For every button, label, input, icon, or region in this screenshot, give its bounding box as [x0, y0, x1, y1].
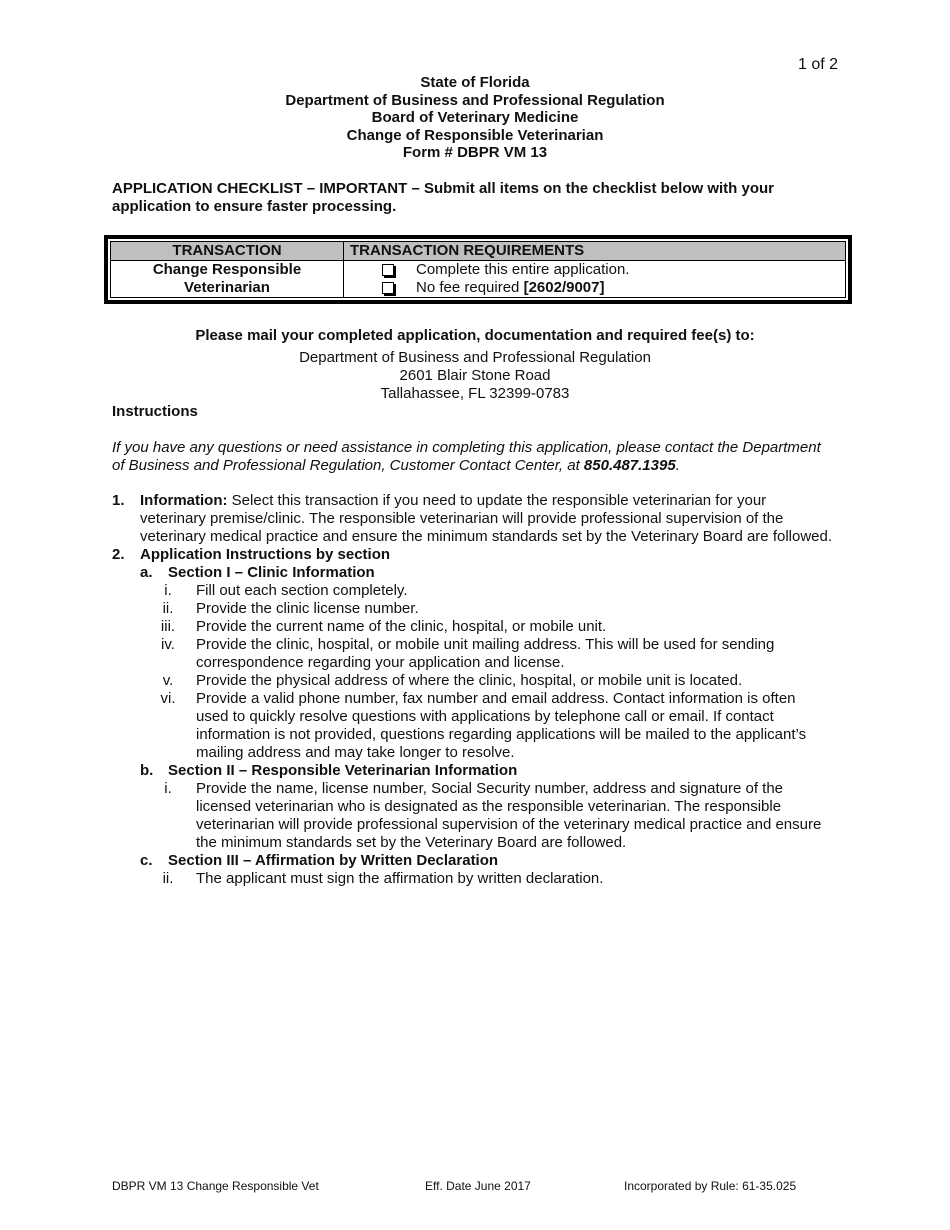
- footer-rule: Incorporated by Rule: 61-35.025: [624, 1179, 797, 1193]
- header-form-number: Form # DBPR VM 13: [402, 144, 548, 161]
- mail-address-line2: 2601 Blair Stone Road: [399, 367, 551, 384]
- list-item: ii. Provide the clinic license number.: [162, 600, 419, 617]
- list-item: vi. Provide a valid phone number, fax number and email address. Contact information is often used to quickly resolve questions with applications by telephone call or email. If contact information is not provided, questions regarding applications will be mailed to the applicant’s mailing address and may take longer to resolve.: [160, 690, 807, 761]
- mail-heading: Please mail your completed application, documentation and required fee(s) to:: [195, 327, 755, 344]
- transaction-name-line1: Change Responsible: [152, 261, 302, 278]
- mail-address-line1: Department of Business and Professional Regulation: [299, 349, 651, 366]
- checkbox-icon[interactable]: [382, 264, 394, 276]
- section-a-heading: a. Section I – Clinic Information: [140, 564, 375, 581]
- requirement-text: No fee required [2602/9007]: [416, 279, 605, 296]
- footer-form-name: DBPR VM 13 Change Responsible Vet: [112, 1179, 319, 1193]
- transaction-name-line2: Veterinarian: [184, 279, 270, 296]
- contact-phone: 850.487.1395: [583, 457, 676, 474]
- section-b-heading: b. Section II – Responsible Veterinarian Information: [140, 762, 518, 779]
- section-c: [140, 852, 832, 888]
- item-label: Information:: [140, 492, 228, 509]
- mail-address-line3: Tallahassee, FL 32399-0783: [380, 385, 570, 402]
- requirement-row: [350, 279, 839, 297]
- requirement-row: [350, 261, 839, 279]
- list-item: iv. Provide the clinic, hospital, or mobile unit mailing address. This will be used for sending correspondence regarding your application and license.: [161, 636, 775, 671]
- requirement-text: Complete this entire application.: [416, 261, 630, 278]
- instructions-list: [112, 492, 832, 888]
- instructions-heading: Instructions: [112, 403, 198, 420]
- instruction-item-2: 2. Application Instructions by section: [112, 546, 391, 563]
- fee-code: [2602/9007]: [523, 279, 605, 296]
- item-label: Application Instructions by section: [140, 546, 391, 563]
- requirements-cell: [344, 261, 846, 298]
- section-c-heading: c. Section III – Affirmation by Written Declaration: [140, 852, 499, 869]
- transaction-header: TRANSACTION: [111, 242, 344, 261]
- header-form-title: Change of Responsible Veterinarian: [346, 126, 604, 144]
- mailing-address-block: [0, 327, 950, 403]
- contact-note: If you have any questions or need assistance in completing this application, please contact the Department of Business and Professional Regulation, Customer Contact Center, at 850.487.1395.: [112, 439, 821, 474]
- list-item: v. Provide the physical address of where the clinic, hospital, or mobile unit is located.: [162, 672, 743, 689]
- transaction-table: [104, 235, 852, 304]
- header-state: State of Florida: [420, 74, 530, 91]
- checklist-title: APPLICATION CHECKLIST – IMPORTANT – Submit all items on the checklist below with your application to ensure faster processing.: [112, 180, 775, 215]
- transaction-cell: [111, 261, 344, 298]
- list-item: i. Provide the name, license number, Social Security number, address and signature of the licensed veterinarian who is designated as the responsible veterinarian. The responsible veterinarian will provide professional supervision of the veterinary medical practice and ensure the minimum standards set by the Veterinary Board are followed.: [164, 780, 822, 851]
- list-item: ii. The applicant must sign the affirmation by written declaration.: [162, 870, 604, 887]
- instruction-item-1: 1. Information: Select this transaction if you need to update the responsible veterinarian for your veterinary premise/clinic. The responsible veterinarian will provide professional supervision of the veterinary medical practice and ensure the minimum standards set by the Veterinary Board are followed.: [112, 492, 833, 545]
- section-a: [140, 564, 832, 762]
- requirements-header: TRANSACTION REQUIREMENTS: [344, 242, 846, 261]
- header-board: Board of Veterinary Medicine: [371, 109, 579, 126]
- form-header: [0, 74, 950, 162]
- footer-eff-date: Eff. Date June 2017: [425, 1179, 531, 1193]
- list-item: i. Fill out each section completely.: [164, 582, 408, 599]
- section-b: [140, 762, 832, 852]
- list-item: iii. Provide the current name of the clinic, hospital, or mobile unit.: [160, 618, 607, 635]
- checkbox-icon[interactable]: [382, 282, 394, 294]
- page-number: 1 of 2: [797, 56, 838, 73]
- header-department: Department of Business and Professional Regulation: [285, 91, 665, 109]
